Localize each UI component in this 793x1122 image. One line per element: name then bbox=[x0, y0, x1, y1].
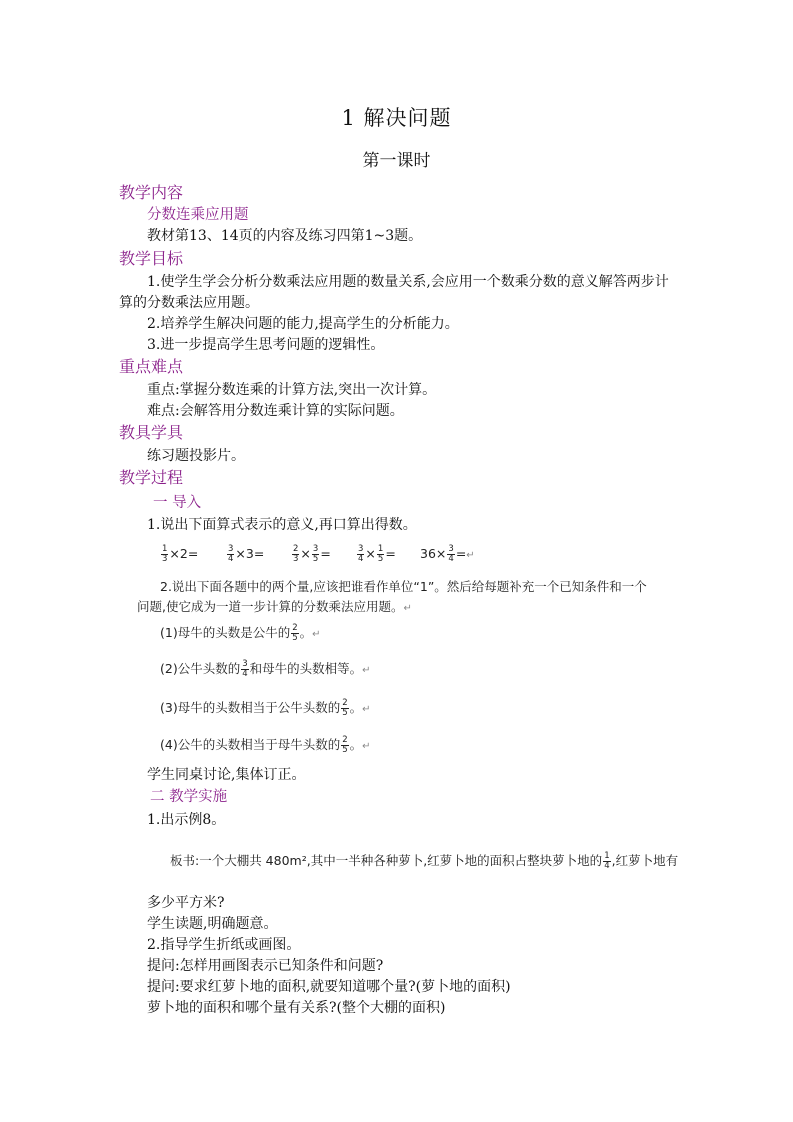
content-text: 教材第13、14页的内容及练习四第1~3题。 bbox=[147, 228, 423, 244]
heading-process: 教学过程 bbox=[119, 468, 184, 487]
board-writing-continued: 多少平方米? bbox=[147, 895, 225, 911]
fraction: $\frac{3}{4}$ bbox=[228, 544, 234, 564]
question-1: (1)母牛的头数是公牛的 $\frac{2}{5}$ 。↵ bbox=[160, 623, 321, 643]
question-ask-1: 提问:怎样用画图表示已知条件和问题? bbox=[147, 958, 384, 974]
tools-text: 练习题投影片。 bbox=[147, 448, 245, 464]
expression-4: $\frac{3}{4}$ × $\frac{1}{5}$ = bbox=[358, 544, 396, 564]
fraction: $\frac{1}{3}$ bbox=[162, 544, 168, 564]
expression-2: $\frac{3}{4}$ ×3= bbox=[228, 544, 265, 564]
fraction: $\frac{3}{5}$ bbox=[312, 544, 319, 564]
expression-1: $\frac{1}{3}$ ×2= bbox=[162, 544, 199, 564]
heading-goals: 教学目标 bbox=[119, 249, 184, 268]
key-point: 重点:掌握分数连乘的计算方法,突出一次计算。 bbox=[147, 382, 437, 398]
question-ask-2: 提问:要求红萝卜地的面积,就要知道哪个量?(萝卜地的面积) bbox=[147, 979, 511, 995]
goal-line-2: 算的分数乘法应用题。 bbox=[119, 295, 259, 311]
part-one-title: 一 导入 bbox=[153, 495, 202, 511]
page-subtitle: 第一课时 bbox=[362, 151, 431, 171]
fraction: $\frac{2}{5}$ bbox=[292, 623, 298, 643]
question-ask-3: 萝卜地的面积和哪个量有关系?(整个大棚的面积) bbox=[147, 1000, 446, 1016]
question-4: (4)公牛的头数相当于母牛头数的 $\frac{2}{5}$ 。↵ bbox=[160, 735, 371, 755]
goal-line-4: 3.进一步提高学生思考问题的逻辑性。 bbox=[147, 337, 385, 353]
discuss-text: 学生同桌讨论,集体订正。 bbox=[147, 767, 306, 783]
step-two-line-1: 2.说出下面各题中的两个量,应该把谁看作单位“1”。然后给每题补充一个已知条件和一个 bbox=[160, 579, 647, 594]
step-one: 1.说出下面算式表示的意义,再口算出得数。 bbox=[147, 517, 417, 533]
fraction: $\frac{2}{3}$ bbox=[293, 544, 299, 564]
expression-5: 36× $\frac{3}{4}$ =↵ bbox=[420, 544, 475, 564]
difficult-point: 难点:会解答用分数连乘计算的实际问题。 bbox=[147, 403, 404, 419]
goal-line-3: 2.培养学生解决问题的能力,提高学生的分析能力。 bbox=[147, 316, 459, 332]
fraction: $\frac{3}{4}$ bbox=[448, 544, 454, 564]
heading-content: 教学内容 bbox=[119, 183, 184, 202]
fraction: $\frac{1}{5}$ bbox=[377, 544, 384, 564]
fraction: $\frac{2}{5}$ bbox=[342, 698, 348, 718]
page-title: 1 解决问题 bbox=[341, 106, 452, 130]
part-two-title: 二 教学实施 bbox=[150, 789, 228, 805]
fraction: $\frac{3}{4}$ bbox=[242, 659, 248, 679]
subheading-content: 分数连乘应用题 bbox=[147, 207, 249, 223]
return-mark: ↵ bbox=[466, 550, 475, 561]
fraction: $\frac{3}{4}$ bbox=[358, 544, 364, 564]
example-text: 1.出示例8。 bbox=[147, 812, 226, 828]
question-3: (3)母牛的头数相当于公牛头数的 $\frac{2}{5}$ 。↵ bbox=[160, 698, 371, 718]
heading-tools: 教具学具 bbox=[119, 423, 184, 442]
expression-3: $\frac{2}{3}$ × $\frac{3}{5}$ = bbox=[293, 544, 331, 564]
fraction: $\frac{1}{4}$ bbox=[604, 851, 610, 871]
goal-line-1: 1.使学生学会分析分数乘法应用题的数量关系,会应用一个数乘分数的意义解答两步计 bbox=[147, 274, 669, 290]
heading-keypoints: 重点难点 bbox=[119, 357, 184, 376]
board-writing: 板书:一个大棚共 480m²,其中一半种各种萝卜,红萝卜地的面积占整块萝卜地的 $\frac{1}{4}$ ,红萝卜地有 bbox=[170, 851, 679, 871]
step-two-line-2: 问题,使它成为一道一步计算的分数乘法应用题。↵ bbox=[137, 599, 412, 614]
read-text: 学生读题,明确题意。 bbox=[147, 916, 278, 932]
guide-text: 2.指导学生折纸或画图。 bbox=[147, 937, 301, 953]
fraction: $\frac{2}{5}$ bbox=[342, 735, 348, 755]
question-2: (2)公牛头数的 $\frac{3}{4}$ 和母牛的头数相等。↵ bbox=[160, 659, 371, 679]
